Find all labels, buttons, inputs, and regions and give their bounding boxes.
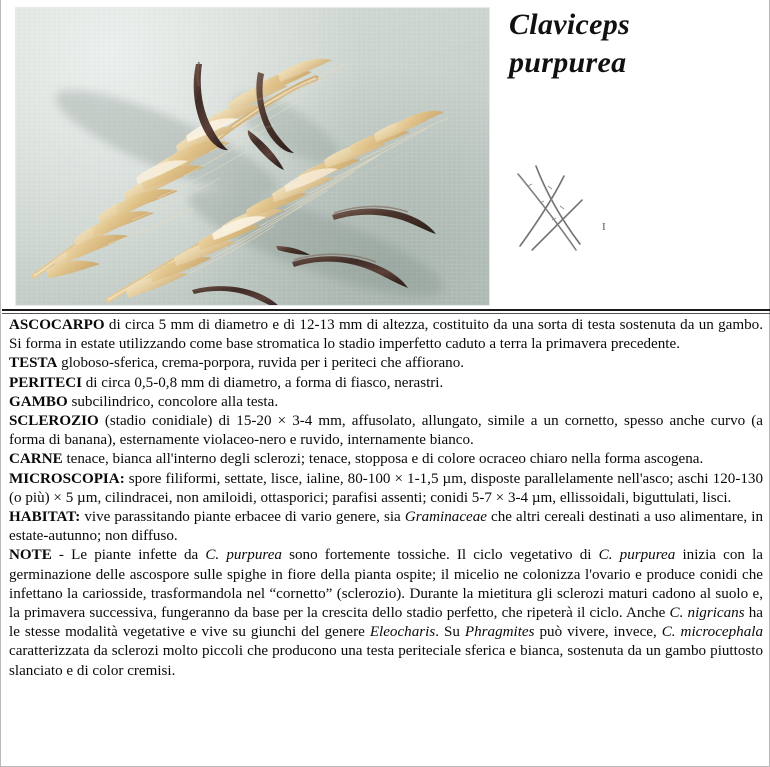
ascospore-microscopy-sketch — [506, 158, 636, 263]
scale-bar-label: I — [602, 221, 606, 233]
lead-note: NOTE — [9, 547, 52, 564]
description-body — [1, 316, 770, 681]
lead-habitat: HABITAT: — [9, 509, 81, 526]
title-genus: Claviceps — [509, 8, 631, 41]
taxon-c-microcephala: C. microcephala — [661, 624, 763, 641]
taxon-c-purpurea-2: C. purpurea — [598, 547, 676, 564]
sclerotium — [192, 286, 282, 305]
lead-microscopia: MICROSCOPIA: — [9, 470, 125, 487]
text-carne: tenace, bianca all'interno degli sclerozi; tenace, stopposa e di colore ocraceo chiaro nella forma ascogena. — [62, 451, 704, 468]
note-t4: ha le stesse modalità vegetative e vive su giunchi del genere — [9, 605, 763, 641]
note-t3: inizia con la germinazione delle ascospore sulle spighe in fiore della pianta ospite; il micelio ne colonizza l'ovario e produce conidi che infettano la cariosside, trasformandola nel “cornetto” (sclerozio). Durante la mietitura gli sclerozi maturi cadono al suolo e, la primavera successiva, fungeranno da base per la crescita dello stadio perfetto, che ripeterà il ciclo. Anche — [9, 547, 763, 622]
text-periteci: di circa 0,5-0,8 mm di diametro, a forma di fiasco, nerastri. — [81, 374, 444, 391]
text-microscopia: spore filiformi, settate, lisce, ialine, 80-100 × 1-1,5 µm, disposte parallelamente nell'asco; aschi 120-130 (o più) × 5 µm, cilindracei, non amiloidi, ottasporici; parafisi assenti; conidi 5-7 × 3-4 µm, ellissoidali, biguttulati, lisci. — [9, 470, 763, 506]
paragraph-note — [9, 546, 763, 680]
paragraph-habitat — [9, 508, 763, 546]
ergot-photograph — [16, 8, 489, 305]
paragraph-periteci — [9, 374, 763, 393]
lead-gambo: GAMBO — [9, 393, 68, 410]
lead-ascocarpo: ASCOCARPO — [9, 317, 105, 333]
paragraph-ascocarpo — [9, 316, 763, 354]
note-t5: . Su — [435, 624, 465, 641]
page-title — [503, 6, 753, 83]
text-sclerozio: (stadio conidiale) di 15-20 × 3-4 mm, affusolato, allungato, simile a un cornetto, spesso anche curvo (a forma di banana), esternamente violaceo-nero e ruvido, internamente bianco. — [9, 413, 763, 449]
text-testa: globoso-sferica, crema-porpora, ruvida per i periteci che affiorano. — [57, 355, 465, 372]
photo-subject-artwork — [16, 8, 489, 305]
text-habitat-2: che altri cereali destinati a uso alimentare, in estate-autunno; non diffuso. — [9, 509, 763, 545]
text-gambo: subcilindrico, concolore alla testa. — [67, 393, 279, 410]
taxon-c-purpurea-1: C. purpurea — [205, 547, 282, 564]
divider-rule-thin — [2, 313, 770, 314]
taxon-graminaceae: Graminaceae — [404, 509, 487, 526]
paragraph-gambo — [9, 393, 763, 412]
note-t6: può vivere, invece, — [534, 624, 662, 641]
lead-periteci: PERITECI — [9, 374, 82, 391]
taxon-phragmites: Phragmites — [464, 624, 535, 641]
lead-carne: CARNE — [9, 451, 63, 468]
note-t2: sono fortemente tossiche. Il ciclo vegetativo di — [281, 547, 599, 564]
lead-testa: TESTA — [9, 355, 58, 372]
title-species: purpurea — [509, 46, 627, 80]
text-ascocarpo: di circa 5 mm di diametro e di 12-13 mm di altezza, costituito da una sorta di testa sostenuta da un gambo. Si forma in estate utilizzando come base stromatica lo stadio imperfetto caduto a terra la primavera precedente. — [9, 317, 763, 353]
text-habitat-1: vive parassitando piante erbacee di vario genere, sia — [80, 509, 405, 526]
paragraph-sclerozio — [9, 412, 763, 450]
paragraph-testa — [9, 354, 763, 373]
spore-filaments — [518, 166, 583, 251]
paragraph-carne — [9, 450, 763, 469]
header-illustration-block — [1, 0, 770, 306]
divider-rule-thick — [2, 309, 770, 311]
taxon-c-nigricans: C. nigricans — [669, 605, 745, 622]
note-t7: caratterizzata da sclerozi molto piccoli che producono una testa periteciale sferica e bianca, sostenuta da un gambo piuttosto slanciato e di color cremisi. — [9, 643, 763, 679]
taxon-eleocharis: Eleocharis — [369, 624, 436, 641]
paragraph-microscopia — [9, 470, 763, 508]
note-t1: - Le piante infette da — [51, 547, 206, 564]
lead-sclerozio: SCLEROZIO — [9, 413, 99, 430]
